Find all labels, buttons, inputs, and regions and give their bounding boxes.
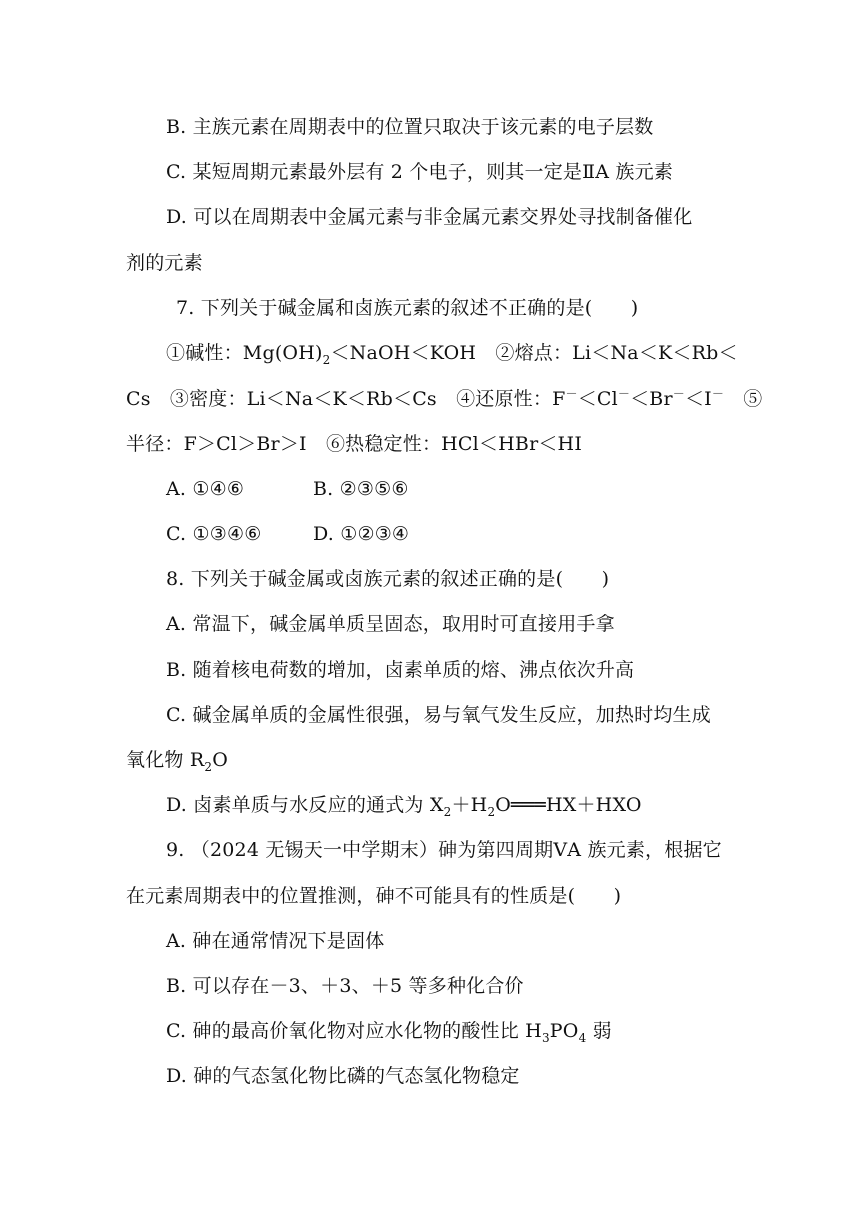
q9-option-d: D. 砷的气态氢化物比磷的气态氢化物稳定: [166, 1065, 520, 1087]
q7-option-c: C. ①③④⑥: [166, 523, 262, 545]
q7-option-b: B. ②③⑤⑥: [313, 478, 409, 500]
q6-option-c: C. 某短周期元素最外层有 2 个电子，则其一定是ⅡA 族元素: [166, 161, 673, 183]
q7-statement-line1: ①碱性：$Mg(OH)_2<NaOH<KOH$ ②熔点：Li＜Na＜K＜Rb＜: [166, 342, 738, 367]
q9-option-c: C. 砷的最高价氧化物对应水化物的酸性比 $H_3PO_4$ 弱: [166, 1020, 612, 1045]
q7-option-a: A. ①④⑥: [166, 478, 245, 500]
q9-option-b: B. 可以存在－3、＋3、＋5 等多种化合价: [166, 975, 524, 997]
q8-option-c-line1: C. 碱金属单质的金属性很强，易与氧气发生反应，加热时均生成: [166, 704, 711, 726]
q9-stem-line2: 在元素周期表中的位置推测，砷不可能具有的性质是( ): [126, 885, 622, 907]
q7-stem: 7. 下列关于碱金属和卤族元素的叙述不正确的是( ): [176, 297, 639, 319]
q7-statement-line3: 半径：F＞Cl＞Br＞I ⑥热稳定性：HCl＜HBr＜HI: [126, 433, 583, 455]
q6-option-d-line1: D. 可以在周期表中金属元素与非金属元素交界处寻找制备催化: [166, 206, 693, 228]
q7-statement-line2: Cs ③密度：Li＜Na＜K＜Rb＜Cs ④还原性：F－＜Cl－＜Br－＜I－ ⑤: [126, 386, 763, 410]
q7-option-d: D. ①②③④: [313, 523, 410, 545]
q8-option-a: A. 常温下，碱金属单质呈固态，取用时可直接用手拿: [166, 613, 615, 635]
q9-stem-line1: 9. （2024 无锡天一中学期末）砷为第四周期ⅤA 族元素，根据它: [166, 839, 722, 861]
q6-option-b: B. 主族元素在周期表中的位置只取决于该元素的电子层数: [166, 116, 654, 138]
q9-option-a: A. 砷在通常情况下是固体: [166, 930, 385, 952]
q8-option-b: B. 随着核电荷数的增加，卤素单质的熔、沸点依次升高: [166, 659, 635, 681]
q8-option-c-line2: 氧化物 $R_2O$: [126, 749, 228, 774]
q8-stem: 8. 下列关于碱金属或卤族元素的叙述正确的是( ): [166, 568, 610, 590]
q6-option-d-line2: 剂的元素: [126, 252, 203, 274]
q8-option-d: D. 卤素单质与水反应的通式为 $X_2+H_2O═══HX+HXO$: [166, 794, 642, 819]
